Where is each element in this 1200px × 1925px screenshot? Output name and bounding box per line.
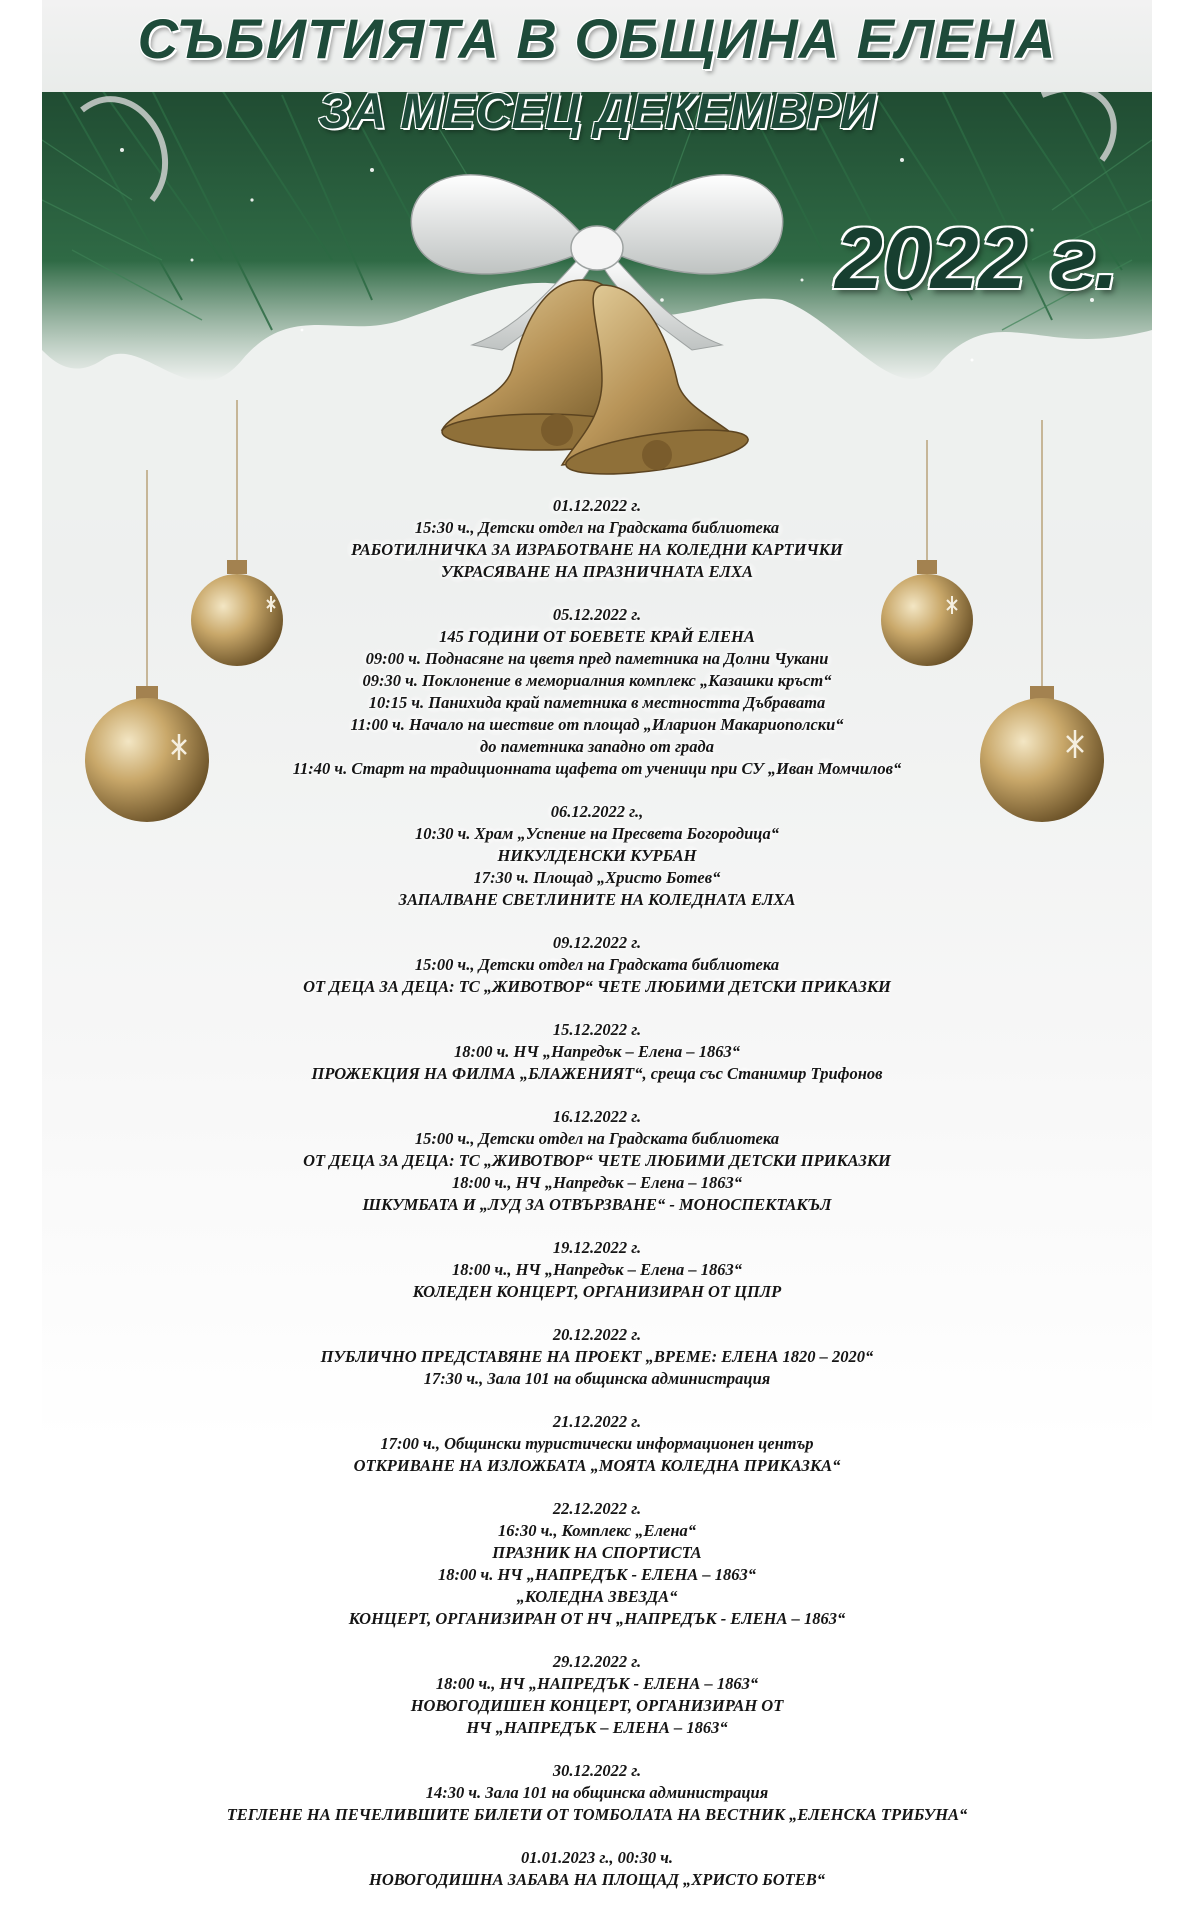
poster-year: 2022 г. <box>835 211 1119 307</box>
event-line: ШКУМБАТА И „ЛУД ЗА ОТВЪРЗВАНЕ“ - МОНОСПЕКТАКЪЛ <box>362 1195 832 1214</box>
event-line: ЗАПАЛВАНЕ СВЕТЛИНИТЕ НА КОЛЕДНАТА ЕЛХА <box>398 890 796 909</box>
event-line: 18:00 ч. НЧ „Напредък – Елена – 1863“ <box>454 1042 740 1061</box>
event-line: 18:00 ч., НЧ „Напредък – Елена – 1863“ <box>451 1260 743 1279</box>
poster-title: СЪБИТИЯТА В ОБЩИНА ЕЛЕНА <box>137 7 1057 70</box>
event-date: 30.12.2022 г. <box>552 1761 642 1780</box>
event-date: 05.12.2022 г. <box>552 605 642 624</box>
event-line: ПРОЖЕКЦИЯ НА ФИЛМА „БЛАЖЕНИЯТ“, среща със Станимир Трифонов <box>311 1064 883 1083</box>
event-line: 15:00 ч., Детски отдел на Градската библиотека <box>414 955 780 974</box>
event-line: до паметника западно от града <box>480 737 714 756</box>
event-item <box>42 1411 1152 1477</box>
event-line: НОВОГОДИШНА ЗАБАВА НА ПЛОЩАД „ХРИСТО БОТЕВ“ <box>368 1870 826 1889</box>
event-line: 17:30 ч. Площад „Христо Ботев“ <box>473 868 721 887</box>
event-line: 11:40 ч. Старт на традиционната щафета от ученици при СУ „Иван Момчилов“ <box>292 759 902 778</box>
event-line: 10:30 ч. Храм „Успение на Пресвета Богородица“ <box>415 824 779 843</box>
event-line: 18:00 ч. НЧ „НАПРЕДЪК - ЕЛЕНА – 1863“ <box>437 1565 757 1584</box>
event-date: 06.12.2022 г., <box>550 802 644 821</box>
event-line: ОТКРИВАНЕ НА ИЗЛОЖБАТА „МОЯТА КОЛЕДНА ПРИКАЗКА“ <box>353 1456 841 1475</box>
event-line: 15:30 ч., Детски отдел на Градската библиотека <box>414 518 780 537</box>
event-date: 20.12.2022 г. <box>552 1325 642 1344</box>
event-item <box>42 1237 1152 1303</box>
event-line: ОТ ДЕЦА ЗА ДЕЦА: ТС „ЖИВОТВОР“ ЧЕТЕ ЛЮБИМИ ДЕТСКИ ПРИКАЗКИ <box>303 977 891 996</box>
event-date: 29.12.2022 г. <box>552 1652 642 1671</box>
event-line: 17:00 ч., Общински туристически информационен център <box>380 1434 814 1453</box>
event-date: 22.12.2022 г. <box>552 1499 642 1518</box>
event-date: 01.01.2023 г., 00:30 ч. <box>520 1848 674 1867</box>
event-item <box>42 1019 1152 1085</box>
event-item <box>42 604 1152 780</box>
event-date: 01.12.2022 г. <box>552 496 642 515</box>
event-line: 17:30 ч., Зала 101 на общинска администрация <box>423 1369 771 1388</box>
event-date: 09.12.2022 г. <box>552 933 642 952</box>
event-line: КОЛЕДЕН КОНЦЕРТ, ОРГАНИЗИРАН ОТ ЦПЛР <box>412 1282 782 1301</box>
event-item <box>42 1106 1152 1216</box>
event-line: ОТ ДЕЦА ЗА ДЕЦА: ТС „ЖИВОТВОР“ ЧЕТЕ ЛЮБИМИ ДЕТСКИ ПРИКАЗКИ <box>303 1151 891 1170</box>
event-item <box>42 801 1152 911</box>
event-line: 14:30 ч. Зала 101 на общинска администрация <box>425 1783 769 1802</box>
event-date: 15.12.2022 г. <box>552 1020 642 1039</box>
event-date: 19.12.2022 г. <box>552 1238 642 1257</box>
event-line: 11:00 ч. Начало на шествие от площад „Иларион Макариополски“ <box>350 715 844 734</box>
event-line: УКРАСЯВАНЕ НА ПРАЗНИЧНАТА ЕЛХА <box>441 562 753 581</box>
event-item <box>42 1324 1152 1390</box>
event-line: 09:00 ч. Поднасяне на цветя пред паметника на Долни Чукани <box>365 649 829 668</box>
event-item <box>42 1847 1152 1891</box>
event-item <box>42 1498 1152 1630</box>
poster-subtitle: ЗА МЕСЕЦ ДЕКЕМВРИ <box>318 83 876 139</box>
event-line: „КОЛЕДНА ЗВЕЗДА“ <box>516 1587 678 1606</box>
event-poster <box>42 0 1152 1925</box>
event-line: ТЕГЛЕНЕ НА ПЕЧЕЛИВШИТЕ БИЛЕТИ ОТ ТОМБОЛАТА НА ВЕСТНИК „ЕЛЕНСКА ТРИБУНА“ <box>226 1805 968 1824</box>
event-line: 18:00 ч., НЧ „Напредък – Елена – 1863“ <box>451 1173 743 1192</box>
events-list <box>42 495 1152 1912</box>
event-item <box>42 1651 1152 1739</box>
event-line: НЧ „НАПРЕДЪК – ЕЛЕНА – 1863“ <box>466 1718 728 1737</box>
event-line: ПРАЗНИК НА СПОРТИСТА <box>492 1543 702 1562</box>
event-item <box>42 1760 1152 1826</box>
event-line: НИКУЛДЕНСКИ КУРБАН <box>497 846 697 865</box>
event-line: 15:00 ч., Детски отдел на Градската библиотека <box>414 1129 780 1148</box>
event-item <box>42 495 1152 583</box>
event-line: 10:15 ч. Панихида край паметника в местността Дъбравата <box>368 693 826 712</box>
event-line: 145 ГОДИНИ ОТ БОЕВЕТЕ КРАЙ ЕЛЕНА <box>439 627 755 646</box>
event-line: 18:00 ч., НЧ „НАПРЕДЪК - ЕЛЕНА – 1863“ <box>435 1674 759 1693</box>
event-line: КОНЦЕРТ, ОРГАНИЗИРАН ОТ НЧ „НАПРЕДЪК - ЕЛЕНА – 1863“ <box>348 1609 846 1628</box>
event-line: 16:30 ч., Комплекс „Елена“ <box>498 1521 696 1540</box>
event-date: 16.12.2022 г. <box>552 1107 642 1126</box>
event-date: 21.12.2022 г. <box>552 1412 642 1431</box>
event-line: 09:30 ч. Поклонение в мемориалния комплекс „Казашки кръст“ <box>362 671 832 690</box>
event-line: ПУБЛИЧНО ПРЕДСТАВЯНЕ НА ПРОЕКТ „ВРЕМЕ: ЕЛЕНА 1820 – 2020“ <box>320 1347 874 1366</box>
event-line: РАБОТИЛНИЧКА ЗА ИЗРАБОТВАНЕ НА КОЛЕДНИ КАРТИЧКИ <box>351 540 843 559</box>
event-item <box>42 932 1152 998</box>
event-line: НОВОГОДИШЕН КОНЦЕРТ, ОРГАНИЗИРАН ОТ <box>410 1696 784 1715</box>
